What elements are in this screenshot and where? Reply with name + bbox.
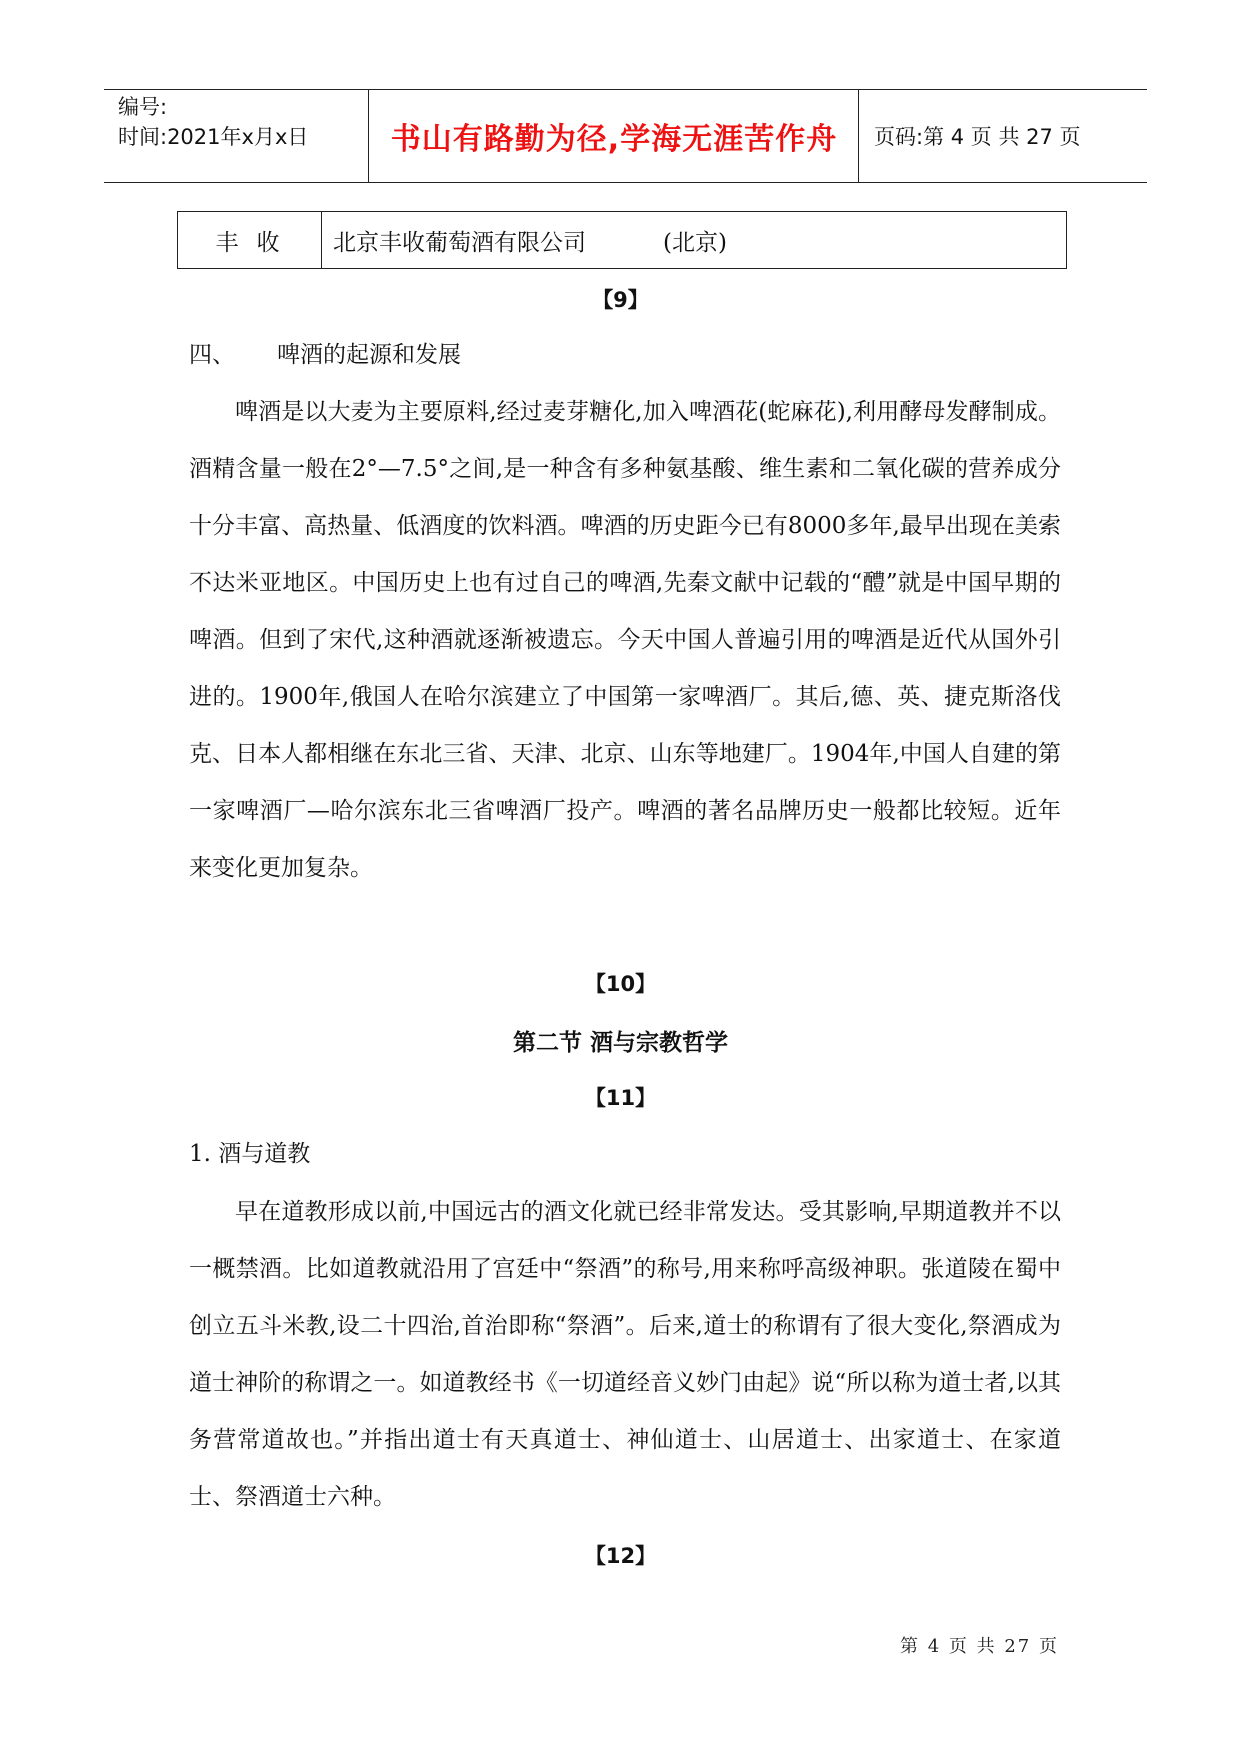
reference-marker: 【12】 bbox=[584, 1544, 657, 1568]
reference-marker: 【10】 bbox=[584, 972, 657, 996]
document-time-label: 时间:2021年x月x日 bbox=[118, 125, 309, 149]
taoism-paragraph: 早在道教形成以前,中国远古的酒文化就已经非常发达。受其影响,早期道教并不以一概禁酒。比如道教就沿用了宫廷中“祭酒”的称号,用来称呼高级神职。张道陵在蜀中创立五斗米教,设二十四治,首治即称“祭酒”。后来,道士的称谓有了很大变化,祭酒成为道士神阶的称谓之一。如道教经书《一切道经音义妙门由起》说“所以称为道士者,以其务营常道故也。”并指出道士有天真道士、神仙道士、山居道士、出家道士、在家道士、祭酒道士六种。 bbox=[189, 1199, 1061, 1510]
header-meta bbox=[118, 92, 368, 152]
header-page-number: 页码:第 4 页 共 27 页 bbox=[874, 125, 1081, 149]
brand-company-cell: 北京丰收葡萄酒有限公司 bbox=[333, 229, 586, 256]
section-heading-title: 啤酒的起源和发展 bbox=[277, 342, 461, 368]
brand-place-cell: (北京) bbox=[663, 229, 727, 256]
header-motto: 书山有路勤为径,学海无涯苦作舟 bbox=[390, 122, 838, 157]
section-number: 四、 bbox=[189, 342, 235, 368]
brand-table bbox=[177, 211, 1067, 269]
subsection-heading: 1. 酒与道教 bbox=[189, 1141, 311, 1167]
beer-history-paragraph: 啤酒是以大麦为主要原料,经过麦芽糖化,加入啤酒花(蛇麻花),利用酵母发酵制成。酒精含量一般在2°—7.5°之间,是一种含有多种氨基酸、维生素和二氧化碳的营养成分十分丰富、高热量、低酒度的饮料酒。啤酒的历史距今已有8000多年,最早出现在美索不达米亚地区。中国历史上也有过自己的啤酒,先秦文献中记载的“醴”就是中国早期的啤酒。但到了宋代,这种酒就逐渐被遗忘。今天中国人普遍引用的啤酒是近代从国外引进的。1900年,俄国人在哈尔滨建立了中国第一家啤酒厂。其后,德、英、捷克斯洛伐克、日本人都相继在东北三省、天津、北京、山东等地建厂。1904年,中国人自建的第一家啤酒厂—哈尔滨东北三省啤酒厂投产。啤酒的著名品牌历史一般都比较短。近年来变化更加复杂。 bbox=[189, 399, 1061, 881]
page-header bbox=[104, 89, 1147, 183]
section-heading bbox=[189, 336, 461, 369]
table-divider bbox=[321, 212, 322, 268]
document-number-label: 编号: bbox=[118, 95, 168, 119]
header-divider bbox=[368, 90, 369, 182]
section-title: 第二节 酒与宗教哲学 bbox=[512, 1030, 728, 1056]
reference-marker: 【9】 bbox=[592, 288, 649, 312]
brand-name-cell: 丰收 bbox=[215, 229, 298, 256]
page-footer: 第 4 页 共 27 页 bbox=[900, 1636, 1059, 1657]
reference-marker: 【11】 bbox=[584, 1086, 657, 1110]
header-divider bbox=[858, 90, 859, 182]
